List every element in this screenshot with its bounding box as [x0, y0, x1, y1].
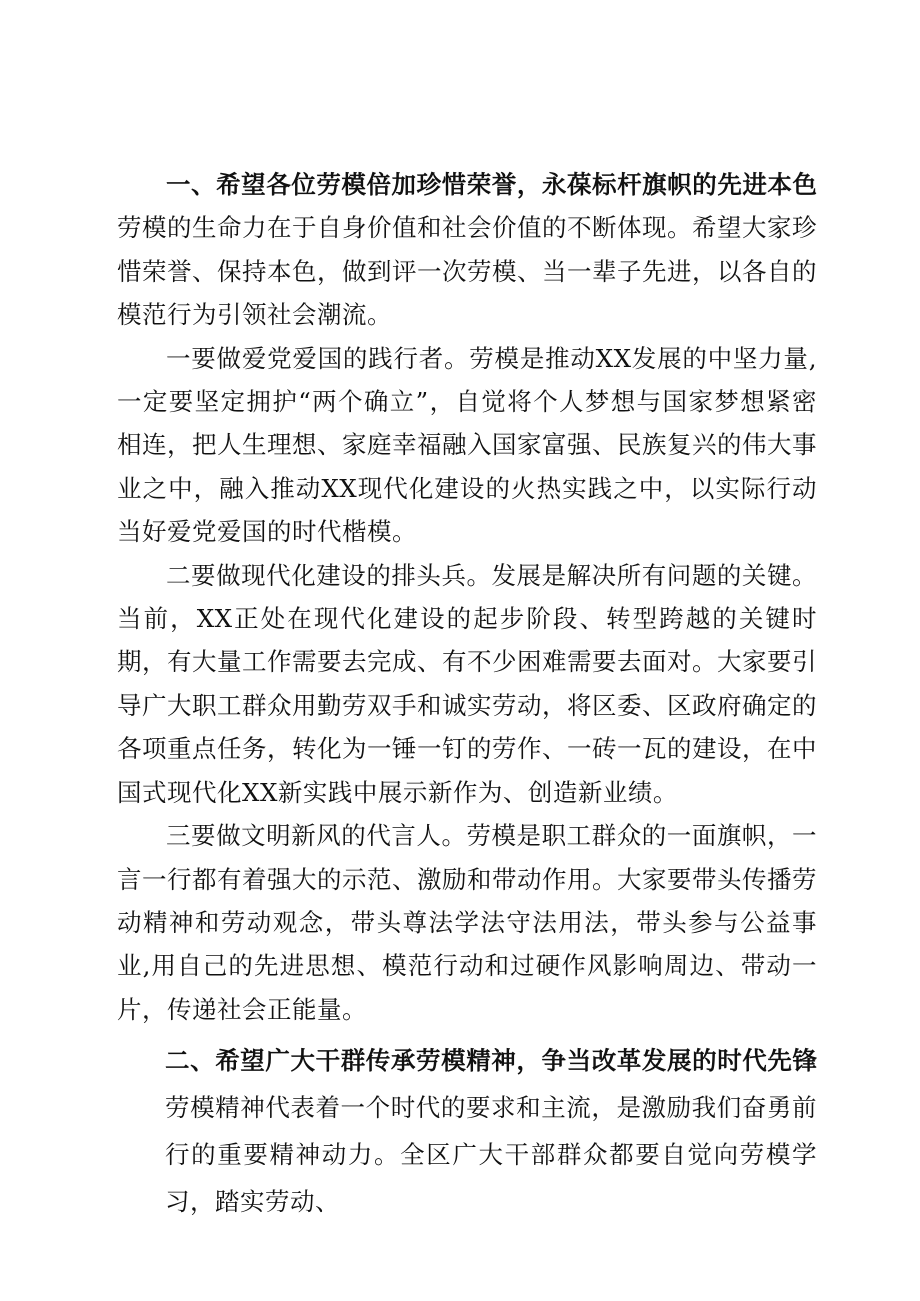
paragraph-point-one: 一要做爱党爱国的践行者。劳模是推动XX发展的中坚力量,一定要坚定拥护“两个确立”，自觉将个人梦想与国家梦想紧密相连，把人生理想、家庭幸福融入国家富强、民族复兴的伟大事业之中，融入推动XX现代化建设的火热实践之中，以实际行动当好爱党爱国的时代楷模。: [117, 343, 817, 547]
paragraph-section-two: [117, 1037, 817, 1225]
section-heading-two: 二、希望广大干群传承劳模精神，争当改革发展的时代先锋: [165, 1046, 817, 1076]
paragraph-point-two: 二要做现代化建设的排头兵。发展是解决所有问题的关键。当前，XX正处在现代化建设的起步阶段、转型跨越的关键时期，有大量工作需要去完成、有不少困难需要去面对。大家要引导广大职工群众用勤劳双手和诚实劳动，将区委、区政府确定的各项重点任务，转化为一锤一钉的劳作、一砖一瓦的建设，在中国式现代化XX新实践中展示新作为、创造新业绩。: [117, 560, 817, 807]
paragraph-text: 劳模的生命力在于自身价值和社会价值的不断体现。希望大家珍惜荣誉、保持本色，做到评一次劳模、当一辈子先进，以各自的模范行为引领社会潮流。: [117, 213, 817, 330]
paragraph-section-one: [117, 163, 817, 337]
paragraph-text: 劳模精神代表着一个时代的要求和主流，是激励我们奋勇前行的重要精神动力。全区广大干部群众都要自觉向劳模学习，踏实劳动、: [165, 1093, 817, 1217]
document-body: [117, 163, 817, 1225]
section-heading-one: 一、希望各位劳模倍加珍惜荣誉，永葆标杆旗帜的先进本色: [166, 170, 817, 199]
paragraph-point-three: 三要做文明新风的代言人。劳模是职工群众的一面旗帜，一言一行都有着强大的示范、激励和带动作用。大家要带头传播劳动精神和劳动观念，带头尊法学法守法用法，带头参与公益事业,用自己的先进思想、模范行动和过硬作风影响周边、带动一片，传递社会正能量。: [117, 821, 817, 1024]
